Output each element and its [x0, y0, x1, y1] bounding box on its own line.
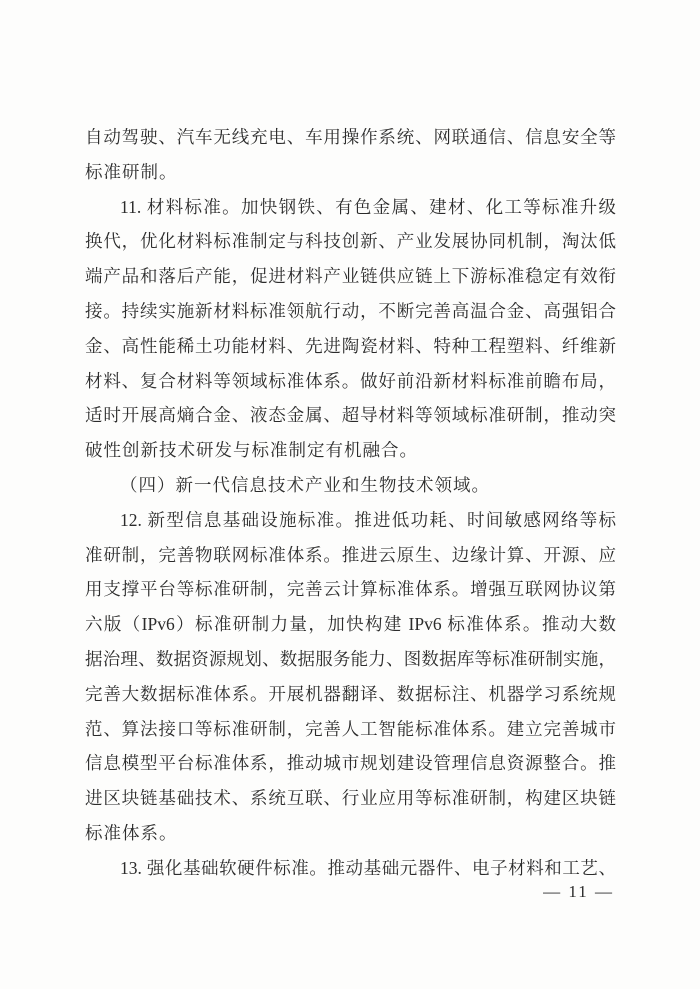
document-line: 12. 新型信息基础设施标准。推进低功耗、时间敏感网络等标: [120, 509, 616, 530]
document-line: 适时开展高熵合金、液态金属、超导材料等领域标准研制，推动突: [85, 405, 616, 426]
document-line: 准研制，完善物联网标准体系。推进云原生、边缘计算、开源、应: [85, 544, 616, 565]
document-line: 完善大数据标准体系。开展机器翻译、数据标注、机器学习系统规: [85, 683, 616, 704]
document-line: 换代，优化材料标准制定与科技创新、产业发展协同机制，淘汰低: [85, 231, 616, 252]
page-number: — 11 —: [543, 882, 614, 901]
document-line: 标准研制。: [85, 161, 178, 182]
document-line: 材料、复合材料等领域标准体系。做好前沿新材料标准前瞻布局，: [85, 370, 616, 391]
document-line: 范、算法接口等标准研制，完善人工智能标准体系。建立完善城市: [85, 718, 616, 739]
document-line: 信息模型平台标准体系，推动城市规划建设管理信息资源整合。推: [85, 753, 616, 774]
document-body: [85, 120, 616, 886]
document-line: 标准体系。: [85, 822, 178, 843]
document-line: 端产品和落后产能，促进材料产业链供应链上下游标准稳定有效衔: [85, 266, 616, 287]
document-line: 接。持续实施新材料标准领航行动，不断完善高温合金、高强铝合: [85, 300, 616, 321]
document-line: 用支撑平台等标准研制，完善云计算标准体系。增强互联网协议第: [85, 579, 616, 600]
document-line: 11. 材料标准。加快钢铁、有色金属、建材、化工等标准升级: [120, 196, 616, 217]
document-line: 13. 强化基础软硬件标准。推动基础元器件、电子材料和工艺、: [120, 857, 616, 878]
document-line: 破性创新技术研发与标准制定有机融合。: [85, 440, 418, 461]
document-line: 据治理、数据资源规划、数据服务能力、图数据库等标准研制实施，: [85, 648, 616, 669]
document-section-heading: （四）新一代信息技术产业和生物技术领域。: [120, 474, 490, 495]
document-line: 金、高性能稀土功能材料、先进陶瓷材料、特种工程塑料、纤维新: [85, 335, 616, 356]
document-line: 进区块链基础技术、系统互联、行业应用等标准研制，构建区块链: [85, 788, 616, 809]
document-line: 六版（IPv6）标准研制力量，加快构建 IPv6 标准体系。推动大数: [85, 614, 616, 635]
document-line: 自动驾驶、汽车无线充电、车用操作系统、网联通信、信息安全等: [85, 127, 616, 147]
